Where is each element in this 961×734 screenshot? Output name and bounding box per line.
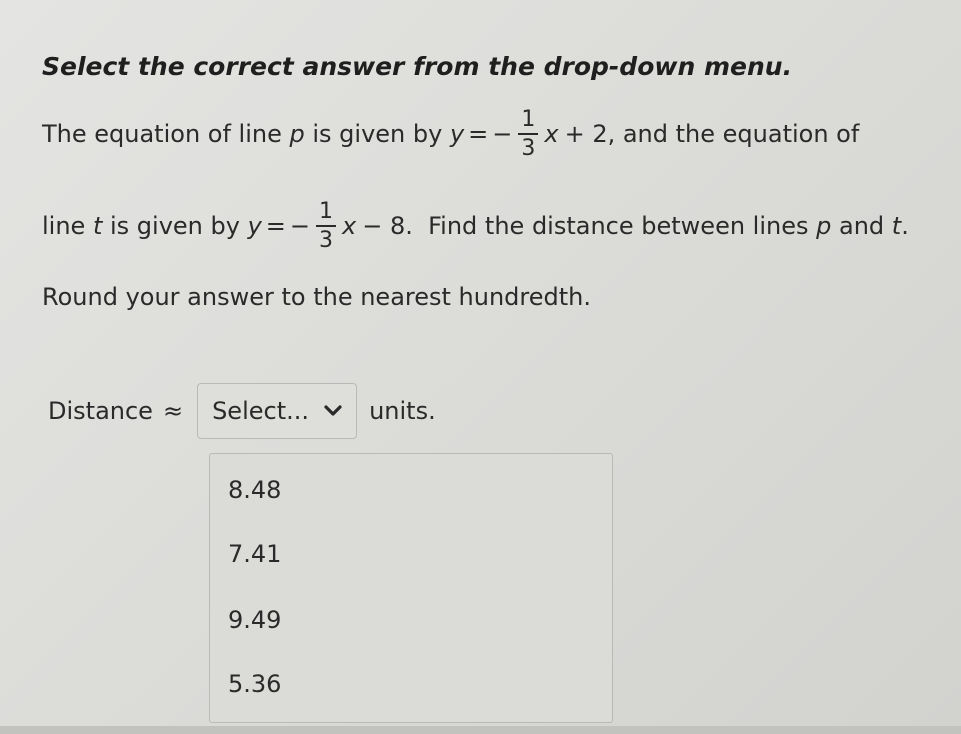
equation-constant: + 2 bbox=[564, 120, 608, 148]
fraction-numerator: 1 bbox=[319, 198, 334, 224]
question-text: is given by bbox=[102, 212, 248, 240]
question-text: The equation of line bbox=[42, 120, 290, 148]
line-t-label: t bbox=[891, 212, 902, 240]
select-placeholder: Select... bbox=[212, 397, 309, 425]
instruction-heading: Select the correct answer from the drop-down menu. bbox=[42, 52, 793, 81]
question-line-2 bbox=[42, 196, 909, 256]
line-p-label: p bbox=[289, 120, 305, 148]
dropdown-option[interactable]: 9.49 bbox=[228, 606, 282, 634]
equation-x: x bbox=[342, 212, 357, 240]
round-instruction: Round your answer to the nearest hundredth. bbox=[42, 283, 591, 311]
equation-fraction bbox=[316, 198, 336, 253]
dropdown-option[interactable]: 8.48 bbox=[228, 476, 282, 504]
equation-equals: = bbox=[468, 120, 489, 148]
chevron-down-icon bbox=[323, 404, 343, 418]
line-t-label: t bbox=[92, 212, 103, 240]
equation-minus: − bbox=[289, 212, 311, 240]
dropdown-option[interactable]: 7.41 bbox=[228, 540, 282, 568]
question-text: , and the equation of bbox=[607, 120, 860, 148]
equation-y: y bbox=[247, 212, 262, 240]
question-text: . bbox=[901, 212, 909, 240]
question-text: and bbox=[831, 212, 892, 240]
approx-symbol: ≈ bbox=[162, 397, 184, 425]
equation-x: x bbox=[544, 120, 559, 148]
answer-row bbox=[48, 382, 436, 440]
question-text: . Find the distance between lines bbox=[405, 212, 817, 240]
question-line-1 bbox=[42, 104, 859, 164]
line-p-label: p bbox=[816, 212, 832, 240]
equation-constant: − 8 bbox=[362, 212, 406, 240]
dropdown-option[interactable]: 5.36 bbox=[228, 670, 282, 698]
fraction-denominator: 3 bbox=[319, 227, 334, 253]
units-label: units. bbox=[369, 397, 436, 425]
question-text: line bbox=[42, 212, 93, 240]
fraction-denominator: 3 bbox=[521, 135, 536, 161]
dropdown-menu bbox=[209, 453, 613, 723]
equation-minus: − bbox=[492, 120, 513, 148]
equation-fraction bbox=[518, 106, 538, 161]
distance-label: Distance bbox=[48, 397, 153, 425]
equation-y: y bbox=[449, 120, 465, 148]
distance-select[interactable] bbox=[197, 383, 357, 439]
equation-equals: = bbox=[265, 212, 286, 240]
fraction-numerator: 1 bbox=[521, 106, 536, 132]
screen-bottom-edge bbox=[0, 726, 961, 734]
question-text: is given by bbox=[304, 120, 450, 148]
